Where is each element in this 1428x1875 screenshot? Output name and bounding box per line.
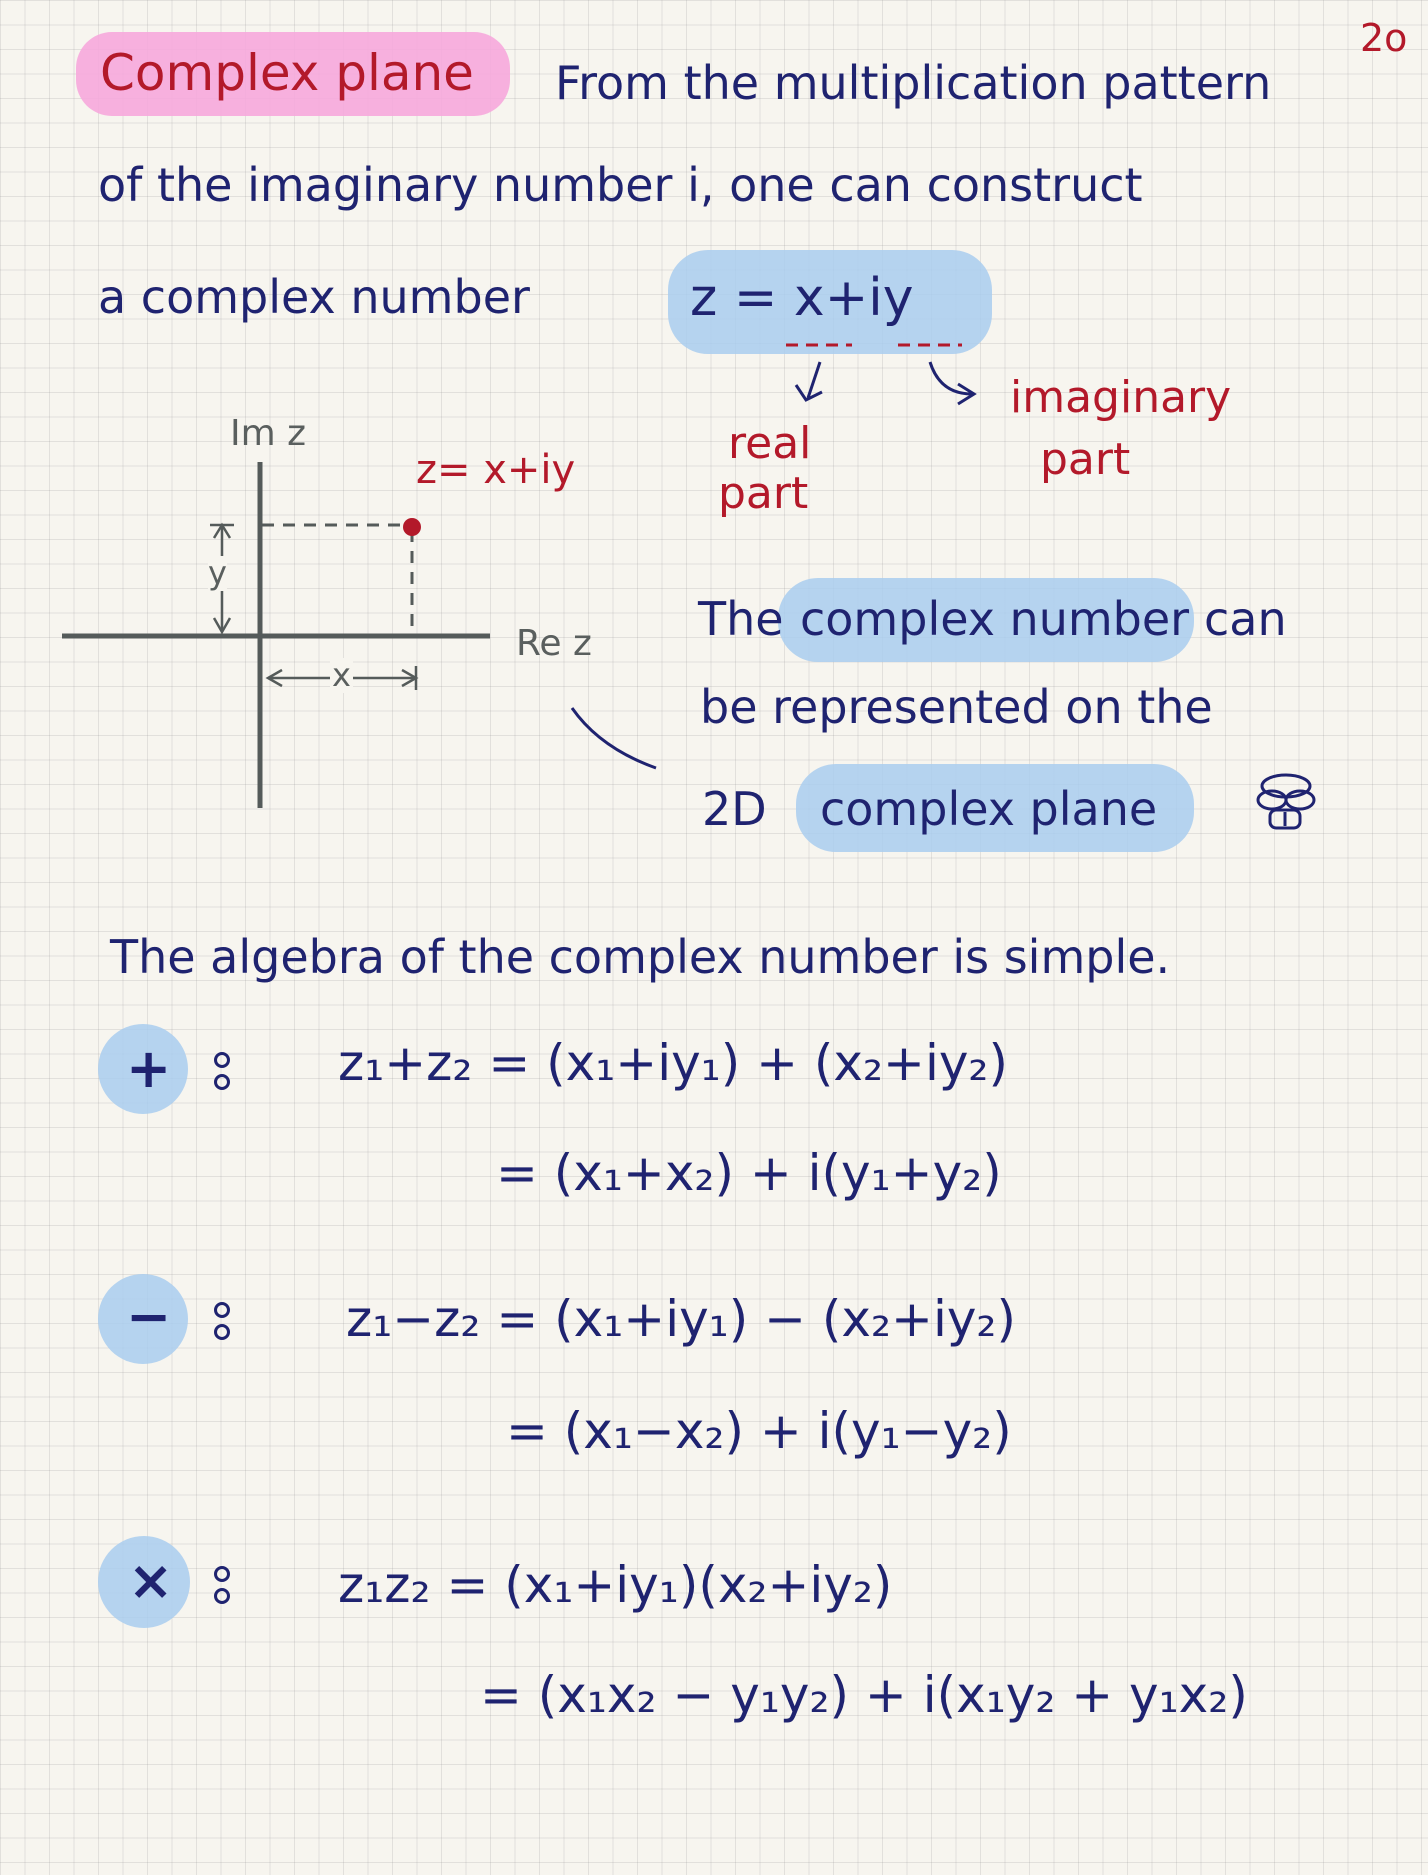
imaginary-part-label-1: imaginary: [1010, 372, 1232, 423]
algebra-intro: The algebra of the complex number is simple.: [110, 930, 1171, 984]
intro-line-2: of the imaginary number i, one can construct: [98, 158, 1143, 212]
plane-note-can: can: [1204, 592, 1287, 646]
addition-line-2: = (x₁+x₂) + i(y₁+y₂): [496, 1144, 1002, 1202]
minus-symbol: −: [126, 1285, 172, 1348]
subtraction-line-2: = (x₁−x₂) + i(y₁−y₂): [506, 1402, 1012, 1460]
plane-note-complex-number: complex number: [800, 592, 1190, 646]
multiplication-line-2: = (x₁x₂ − y₁y₂) + i(x₁y₂ + y₁x₂): [480, 1666, 1248, 1724]
multiplication-line-1: z₁z₂ = (x₁+iy₁)(x₂+iy₂): [338, 1556, 893, 1614]
minus-colon: [214, 1296, 226, 1342]
addition-line-1: z₁+z₂ = (x₁+iy₁) + (x₂+iy₂): [338, 1034, 1008, 1092]
real-part-label-1: real: [728, 418, 812, 469]
plane-note-line-2: be represented on the: [700, 680, 1213, 734]
plane-note-complex-plane: complex plane: [820, 782, 1158, 836]
real-part-label-2: part: [718, 468, 809, 519]
y-measure-label: y: [208, 554, 227, 592]
page-title: Complex plane: [100, 44, 474, 102]
plane-note-2d: 2D: [702, 782, 767, 836]
real-axis-label: Re z: [516, 623, 592, 664]
page-number: 2o: [1360, 16, 1408, 60]
imaginary-part-label-2: part: [1040, 434, 1131, 485]
plus-colon: [214, 1046, 226, 1092]
intro-line-1: From the multiplication pattern: [555, 56, 1272, 110]
imaginary-axis-label: Im z: [230, 413, 307, 454]
subtraction-line-1: z₁−z₂ = (x₁+iy₁) − (x₂+iy₂): [346, 1290, 1016, 1348]
plus-symbol: +: [126, 1037, 172, 1100]
x-measure-label: x: [332, 656, 351, 694]
times-colon: [214, 1560, 226, 1606]
point-label: z= x+iy: [416, 447, 576, 493]
intro-line-3: a complex number: [98, 270, 530, 324]
complex-number-formula: z = x+iy: [690, 268, 914, 328]
plane-note-the: The: [698, 592, 784, 646]
times-symbol: ×: [128, 1549, 174, 1612]
